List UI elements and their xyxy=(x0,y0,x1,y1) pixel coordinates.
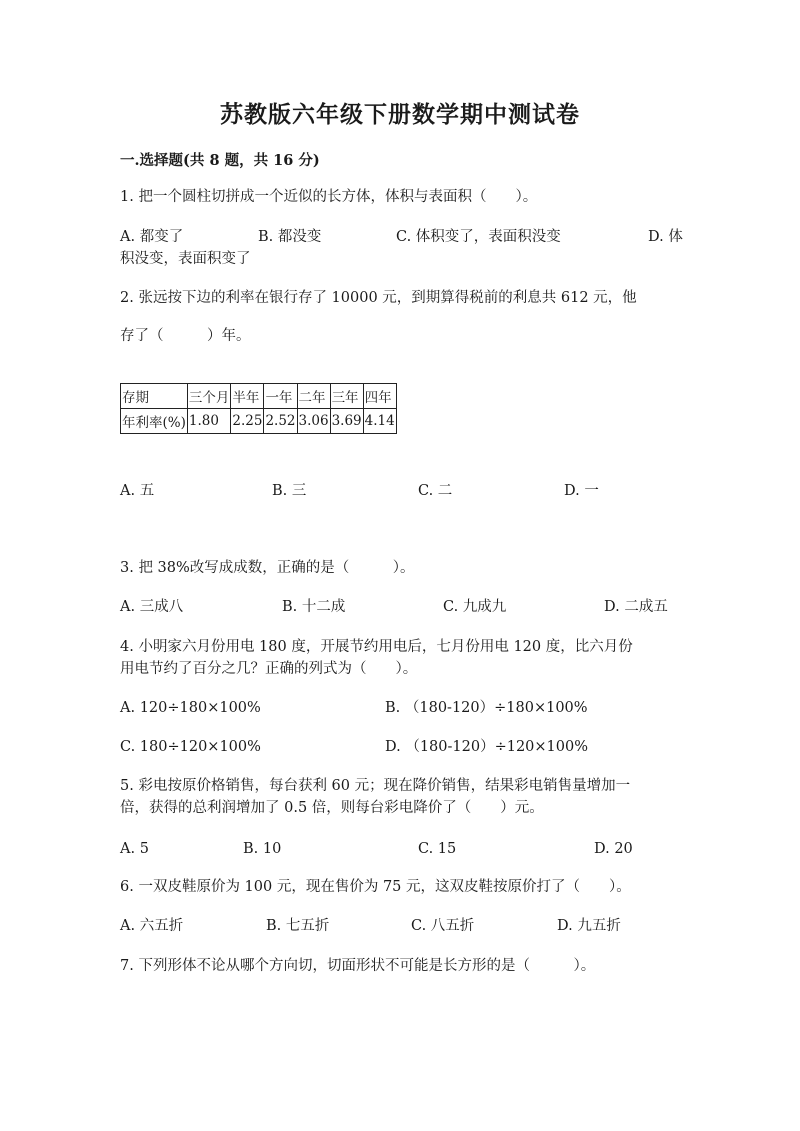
table-row xyxy=(121,409,397,434)
table-cell: 存期 xyxy=(121,384,188,409)
table-cell: 4.14 xyxy=(363,409,396,434)
question-2-line-2: 存了（ ）年。 xyxy=(120,328,251,344)
table-cell: 2.25 xyxy=(231,409,264,434)
question-1-option-b: B. 都没变 xyxy=(258,229,322,245)
table-cell: 1.80 xyxy=(187,409,231,434)
question-5-line-1: 5. 彩电按原价格销售，每台获利 60 元；现在降价销售，结果彩电销售量增加一 xyxy=(120,778,631,794)
question-4-option-c: C. 180÷120×100% xyxy=(120,739,261,755)
question-2-option-d: D. 一 xyxy=(564,483,599,499)
question-4-option-a: A. 120÷180×100% xyxy=(120,700,261,716)
table-cell: 四年 xyxy=(363,384,396,409)
question-2-option-a: A. 五 xyxy=(120,483,155,499)
question-4-line-1: 4. 小明家六月份用电 180 度，开展节约用电后，七月份用电 120 度，比六月份 xyxy=(120,639,633,655)
table-cell: 二年 xyxy=(297,384,330,409)
question-5-option-b: B. 10 xyxy=(243,841,282,857)
question-6-option-d: D. 九五折 xyxy=(557,918,621,934)
question-4-line-2: 用电节约了百分之几？正确的列式为（ ）。 xyxy=(120,661,418,677)
table-cell: 三年 xyxy=(330,384,363,409)
table-cell: 2.52 xyxy=(264,409,297,434)
question-3-text: 3. 把 38%改写成成数，正确的是（ ）。 xyxy=(120,560,415,576)
question-1-text: 1. 把一个圆柱切拼成一个近似的长方体，体积与表面积（ ）。 xyxy=(120,189,538,205)
question-5-option-d: D. 20 xyxy=(594,841,633,857)
question-6-option-c: C. 八五折 xyxy=(411,918,475,934)
question-5-option-c: C. 15 xyxy=(418,841,457,857)
question-1-option-a: A. 都变了 xyxy=(120,229,184,245)
page-title: 苏教版六年级下册数学期中测试卷 xyxy=(220,101,580,128)
question-5-line-2: 倍，获得的总利润增加了 0.5 倍，则每台彩电降价了（ ）元。 xyxy=(120,800,544,816)
table-row xyxy=(121,384,397,409)
question-6-text: 6. 一双皮鞋原价为 100 元，现在售价为 75 元，这双皮鞋按原价打了（ ）。 xyxy=(120,879,631,895)
question-6-option-a: A. 六五折 xyxy=(120,918,184,934)
table-cell: 三个月 xyxy=(187,384,231,409)
table-cell: 3.06 xyxy=(297,409,330,434)
question-1-option-d: D. 体 xyxy=(648,229,683,245)
question-5-option-a: A. 5 xyxy=(120,841,149,857)
question-3-option-a: A. 三成八 xyxy=(120,599,184,615)
question-4-option-d: D. （180-120）÷120×100% xyxy=(385,739,589,755)
question-1-option-d-continued: 积没变，表面积变了 xyxy=(120,251,251,267)
question-2-option-c: C. 二 xyxy=(418,483,453,499)
section-heading: 一.选择题(共 8 题，共 16 分) xyxy=(120,152,320,169)
question-1-option-c: C. 体积变了，表面积没变 xyxy=(396,229,561,245)
question-2-option-b: B. 三 xyxy=(272,483,307,499)
question-7-text: 7. 下列形体不论从哪个方向切，切面形状不可能是长方形的是（ ）。 xyxy=(120,958,596,974)
question-6-option-b: B. 七五折 xyxy=(266,918,330,934)
question-3-option-b: B. 十二成 xyxy=(282,599,346,615)
question-2-line-1: 2. 张远按下边的利率在银行存了 10000 元，到期算得税前的利息共 612 元，他 xyxy=(120,290,637,306)
table-cell: 年利率(%) xyxy=(121,409,188,434)
table-cell: 半年 xyxy=(231,384,264,409)
interest-rate-table xyxy=(120,383,397,434)
question-4-option-b: B. （180-120）÷180×100% xyxy=(385,700,588,716)
table-cell: 一年 xyxy=(264,384,297,409)
question-3-option-c: C. 九成九 xyxy=(443,599,507,615)
table-cell: 3.69 xyxy=(330,409,363,434)
question-3-option-d: D. 二成五 xyxy=(604,599,668,615)
